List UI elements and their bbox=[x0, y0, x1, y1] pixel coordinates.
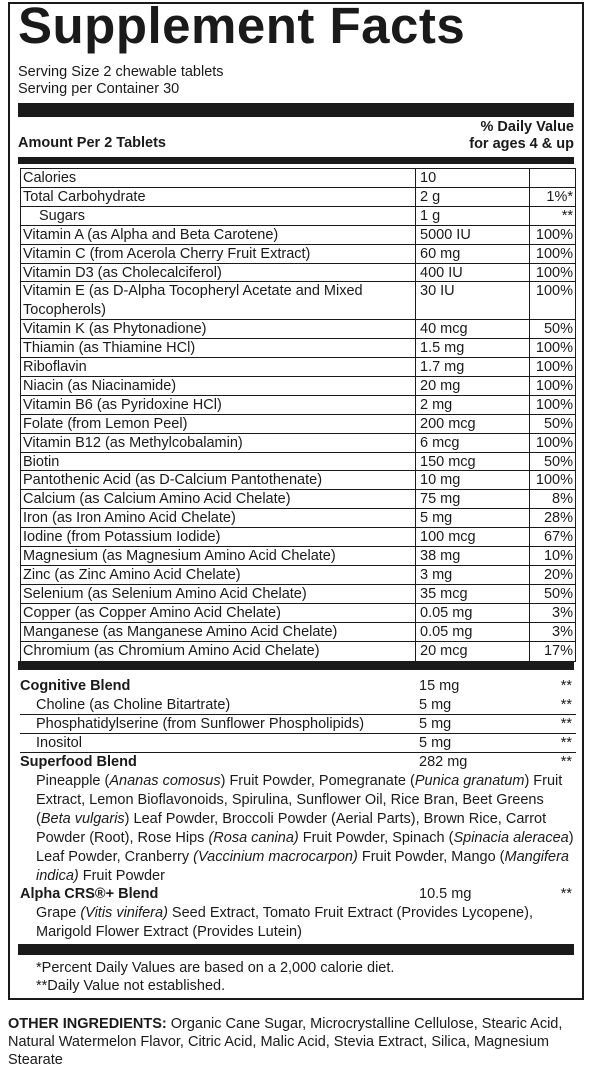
nutrient-amount: 40 mcg bbox=[420, 321, 468, 338]
nutrient-daily-value: 28% bbox=[543, 510, 573, 527]
nutrient-daily-value: 100% bbox=[535, 340, 573, 357]
cognitive-blend-row bbox=[20, 677, 576, 696]
superfood-blend-section bbox=[20, 753, 576, 772]
nutrient-daily-value: 100% bbox=[535, 434, 573, 451]
ingredient-text: ) Fruit Extract, Lemon Bioflavonoids, Spirulina, Sunflower Oil, Rice Bran, Beet Greens ( bbox=[36, 773, 563, 827]
nutrient-amount: 10 mg bbox=[420, 472, 461, 489]
table-row bbox=[21, 282, 575, 320]
blend-item-dv: ** bbox=[560, 696, 572, 713]
nutrient-amount: 100 mcg bbox=[420, 529, 476, 546]
nutrient-name: Chromium (as Chromium Amino Acid Chelate) bbox=[23, 642, 320, 659]
nutrient-name: Copper (as Copper Amino Acid Chelate) bbox=[23, 604, 281, 621]
nutrient-name: Total Carbohydrate bbox=[23, 188, 146, 205]
nutrient-daily-value: 50% bbox=[543, 415, 573, 432]
table-row bbox=[21, 453, 575, 472]
table-row bbox=[21, 169, 575, 188]
table-row bbox=[21, 585, 575, 604]
superfood-blend-row bbox=[20, 753, 576, 772]
blend-item-dv: ** bbox=[560, 734, 572, 751]
nutrient-name: Vitamin E (as D-Alpha Tocopheryl Acetate and Mixed Tocopherols) bbox=[23, 283, 363, 318]
nutrient-name: Sugars bbox=[39, 207, 85, 224]
nutrient-daily-value: ** bbox=[561, 207, 573, 224]
nutrient-amount: 2 mg bbox=[420, 396, 453, 413]
nutrient-daily-value: 8% bbox=[552, 491, 573, 508]
ingredient-text: Fruit Powder bbox=[78, 867, 165, 884]
table-row bbox=[21, 604, 575, 623]
nutrient-name: Niacin (as Niacinamide) bbox=[23, 377, 177, 394]
botanical-name: Punica granatum bbox=[414, 773, 525, 789]
footnote-not-established: **Daily Value not established. bbox=[36, 978, 226, 994]
table-row bbox=[21, 434, 575, 453]
cognitive-blend-section bbox=[20, 677, 576, 753]
table-row bbox=[21, 528, 575, 547]
nutrient-amount: 150 mcg bbox=[420, 453, 476, 470]
nutrient-name: Manganese (as Manganese Amino Acid Chelate) bbox=[23, 623, 338, 640]
other-ingredients bbox=[8, 1016, 584, 1069]
nutrient-name: Selenium (as Selenium Amino Acid Chelate) bbox=[23, 585, 307, 602]
botanical-name: (Vaccinium macrocarpon) bbox=[193, 848, 358, 865]
nutrient-name: Vitamin D3 (as Cholecalciferol) bbox=[23, 264, 222, 281]
nutrient-daily-value: 20% bbox=[543, 567, 573, 584]
superfood-blend-dv: ** bbox=[560, 754, 572, 770]
ingredient-text: Pineapple ( bbox=[36, 773, 110, 789]
nutrient-amount: 200 mcg bbox=[420, 415, 476, 432]
nutrient-daily-value: 17% bbox=[543, 642, 573, 659]
nutrient-name: Calcium (as Calcium Amino Acid Chelate) bbox=[23, 491, 291, 508]
nutrient-table bbox=[20, 168, 576, 662]
botanical-name: Ananas comosus bbox=[109, 773, 221, 789]
table-row bbox=[21, 207, 575, 226]
table-row bbox=[21, 623, 575, 642]
nutrient-amount: 400 IU bbox=[420, 264, 463, 281]
nutrient-amount: 0.05 mg bbox=[420, 604, 473, 621]
table-row bbox=[21, 396, 575, 415]
nutrient-name: Calories bbox=[23, 170, 77, 186]
dv-header-line1: % Daily Value bbox=[480, 119, 574, 135]
table-row bbox=[21, 320, 575, 339]
nutrient-daily-value: 50% bbox=[543, 321, 573, 338]
nutrient-name: Zinc (as Zinc Amino Acid Chelate) bbox=[23, 567, 241, 584]
nutrient-amount: 1.7 mg bbox=[420, 359, 465, 376]
blend-item-amount: 5 mg bbox=[419, 734, 452, 751]
amount-header: Amount Per 2 Tablets bbox=[18, 135, 166, 151]
table-row bbox=[21, 339, 575, 358]
nutrient-daily-value: 100% bbox=[535, 377, 573, 394]
nutrient-name: Biotin bbox=[23, 453, 60, 470]
servings-per-container: Serving per Container 30 bbox=[18, 81, 180, 97]
table-row bbox=[21, 509, 575, 528]
nutrient-daily-value: 100% bbox=[535, 264, 573, 281]
nutrient-daily-value: 3% bbox=[552, 623, 573, 640]
blend-item-name: Inositol bbox=[36, 734, 82, 751]
nutrient-daily-value: 100% bbox=[535, 245, 573, 262]
blend-item-amount: 5 mg bbox=[419, 715, 452, 732]
alpha-ingredients bbox=[36, 904, 576, 942]
blend-item-amount: 5 mg bbox=[419, 696, 452, 713]
other-ingredients-text: Organic Cane Sugar, Microcrystalline Cellulose, Stearic Acid, Natural Watermelon Flavor, Citric Acid, Malic Acid, Stevia Extract, Silica, Magnesium Stearate bbox=[8, 1016, 563, 1068]
blend-item-name: Phosphatidylserine (from Sunflower Phospholipids) bbox=[36, 715, 365, 732]
ingredient-text: ) Leaf Powder, Broccoli Powder (Aerial Parts), Brown Rice, Carrot Powder (Root), Rose Hips bbox=[36, 810, 547, 846]
supplement-facts-panel bbox=[8, 2, 584, 1000]
cognitive-blend-name: Cognitive Blend bbox=[20, 678, 131, 694]
nutrient-name: Thiamin (as Thiamine HCl) bbox=[23, 340, 196, 357]
nutrient-amount: 5 mg bbox=[420, 510, 453, 527]
ingredient-text: Fruit Powder, Mango ( bbox=[357, 848, 505, 865]
other-ingredients-label: OTHER INGREDIENTS: bbox=[8, 1016, 167, 1032]
nutrient-daily-value: 100% bbox=[535, 226, 573, 243]
table-row bbox=[21, 547, 575, 566]
nutrient-daily-value: 100% bbox=[535, 396, 573, 413]
nutrient-amount: 20 mcg bbox=[420, 642, 468, 659]
nutrient-name: Riboflavin bbox=[23, 359, 87, 376]
nutrient-name: Vitamin K (as Phytonadione) bbox=[23, 321, 207, 338]
blend-item-dv: ** bbox=[560, 715, 572, 732]
alpha-blend-name: Alpha CRS®+ Blend bbox=[20, 886, 159, 902]
nutrient-amount: 10 bbox=[420, 170, 437, 186]
nutrient-amount: 0.05 mg bbox=[420, 623, 473, 640]
superfood-ingredients bbox=[36, 772, 576, 885]
nutrient-amount: 5000 IU bbox=[420, 226, 471, 243]
dv-header-line2: for ages 4 & up bbox=[469, 135, 574, 152]
panel-title: Supplement Facts bbox=[18, 0, 466, 54]
nutrient-daily-value: 50% bbox=[543, 585, 573, 602]
nutrient-name: Magnesium (as Magnesium Amino Acid Chelate) bbox=[23, 548, 336, 565]
table-row bbox=[21, 471, 575, 490]
nutrient-amount: 20 mg bbox=[420, 377, 461, 394]
botanical-name: Spinacia aleracea bbox=[453, 829, 569, 846]
alpha-blend-amount: 10.5 mg bbox=[419, 886, 472, 902]
thick-divider-top bbox=[18, 103, 574, 117]
table-row bbox=[21, 566, 575, 585]
nutrient-name: Vitamin C (from Acerola Cherry Fruit Extract) bbox=[23, 245, 311, 262]
nutrient-amount: 75 mg bbox=[420, 491, 461, 508]
table-row bbox=[21, 415, 575, 434]
table-row bbox=[21, 377, 575, 396]
botanical-name: (Vitis vinifera) bbox=[80, 905, 168, 921]
nutrient-name: Vitamin B6 (as Pyridoxine HCl) bbox=[23, 396, 222, 413]
table-row bbox=[21, 358, 575, 377]
nutrient-name: Iodine (from Potassium Iodide) bbox=[23, 529, 221, 546]
serving-size: Serving Size 2 chewable tablets bbox=[18, 64, 224, 80]
alpha-blend-dv: ** bbox=[560, 886, 572, 902]
table-row bbox=[21, 226, 575, 245]
nutrient-amount: 2 g bbox=[420, 188, 441, 205]
botanical-name: (Rosa canina) bbox=[208, 829, 299, 846]
nutrient-name: Vitamin A (as Alpha and Beta Carotene) bbox=[23, 226, 279, 243]
nutrient-amount: 35 mcg bbox=[420, 585, 468, 602]
nutrient-daily-value: 10% bbox=[543, 548, 573, 565]
ingredient-text: Seed Extract, Tomato Fruit Extract (Provides Lycopene), Marigold Flower Extract (Provides Lutein) bbox=[36, 905, 533, 940]
table-row bbox=[21, 188, 575, 207]
nutrient-name: Vitamin B12 (as Methylcobalamin) bbox=[23, 434, 243, 451]
alpha-blend-row bbox=[20, 885, 576, 904]
nutrient-amount: 60 mg bbox=[420, 245, 461, 262]
nutrient-daily-value: 100% bbox=[535, 359, 573, 376]
ingredient-text: Grape bbox=[36, 905, 81, 921]
nutrient-daily-value: 50% bbox=[543, 453, 573, 470]
nutrient-name: Iron (as Iron Amino Acid Chelate) bbox=[23, 510, 236, 527]
cognitive-blend-item bbox=[20, 715, 576, 734]
nutrient-name: Folate (from Lemon Peel) bbox=[23, 415, 188, 432]
nutrient-amount: 38 mg bbox=[420, 548, 461, 565]
nutrient-daily-value: 1%* bbox=[546, 188, 573, 205]
nutrient-daily-value: 100% bbox=[535, 283, 573, 300]
nutrient-daily-value: 100% bbox=[535, 472, 573, 489]
daily-value-header bbox=[469, 119, 574, 152]
table-row bbox=[21, 245, 575, 264]
superfood-blend-name: Superfood Blend bbox=[20, 754, 137, 770]
nutrient-daily-value: 3% bbox=[552, 604, 573, 621]
nutrient-name: Pantothenic Acid (as D-Calcium Pantothenate) bbox=[23, 472, 323, 489]
cognitive-blend-amount: 15 mg bbox=[419, 678, 460, 694]
thick-divider-bottom bbox=[18, 944, 574, 955]
divider-header bbox=[18, 157, 574, 164]
nutrient-amount: 30 IU bbox=[420, 283, 455, 300]
ingredient-text: ) Fruit Powder, Pomegranate ( bbox=[220, 773, 415, 789]
divider-blends bbox=[18, 661, 574, 670]
nutrient-amount: 3 mg bbox=[420, 567, 453, 584]
table-row bbox=[21, 264, 575, 283]
blend-item-name: Choline (as Choline Bitartrate) bbox=[36, 696, 231, 713]
alpha-blend-section bbox=[20, 885, 576, 904]
footnote-daily-value: *Percent Daily Values are based on a 2,000 calorie diet. bbox=[36, 960, 395, 976]
ingredient-text: ) Leaf Powder, Cranberry bbox=[36, 829, 574, 865]
nutrient-daily-value: 67% bbox=[543, 529, 573, 546]
table-row bbox=[21, 490, 575, 509]
botanical-name: Mangifera indica) bbox=[36, 848, 569, 884]
table-row bbox=[21, 642, 575, 661]
cognitive-blend-dv: ** bbox=[560, 678, 572, 694]
nutrient-amount: 6 mcg bbox=[420, 434, 460, 451]
cognitive-blend-item bbox=[20, 734, 576, 753]
cognitive-blend-item bbox=[20, 696, 576, 715]
nutrient-amount: 1.5 mg bbox=[420, 340, 465, 357]
nutrient-amount: 1 g bbox=[420, 207, 441, 224]
superfood-blend-amount: 282 mg bbox=[419, 754, 468, 770]
botanical-name: Beta vulgaris bbox=[40, 810, 125, 827]
ingredient-text: Fruit Powder, Spinach ( bbox=[298, 829, 454, 846]
